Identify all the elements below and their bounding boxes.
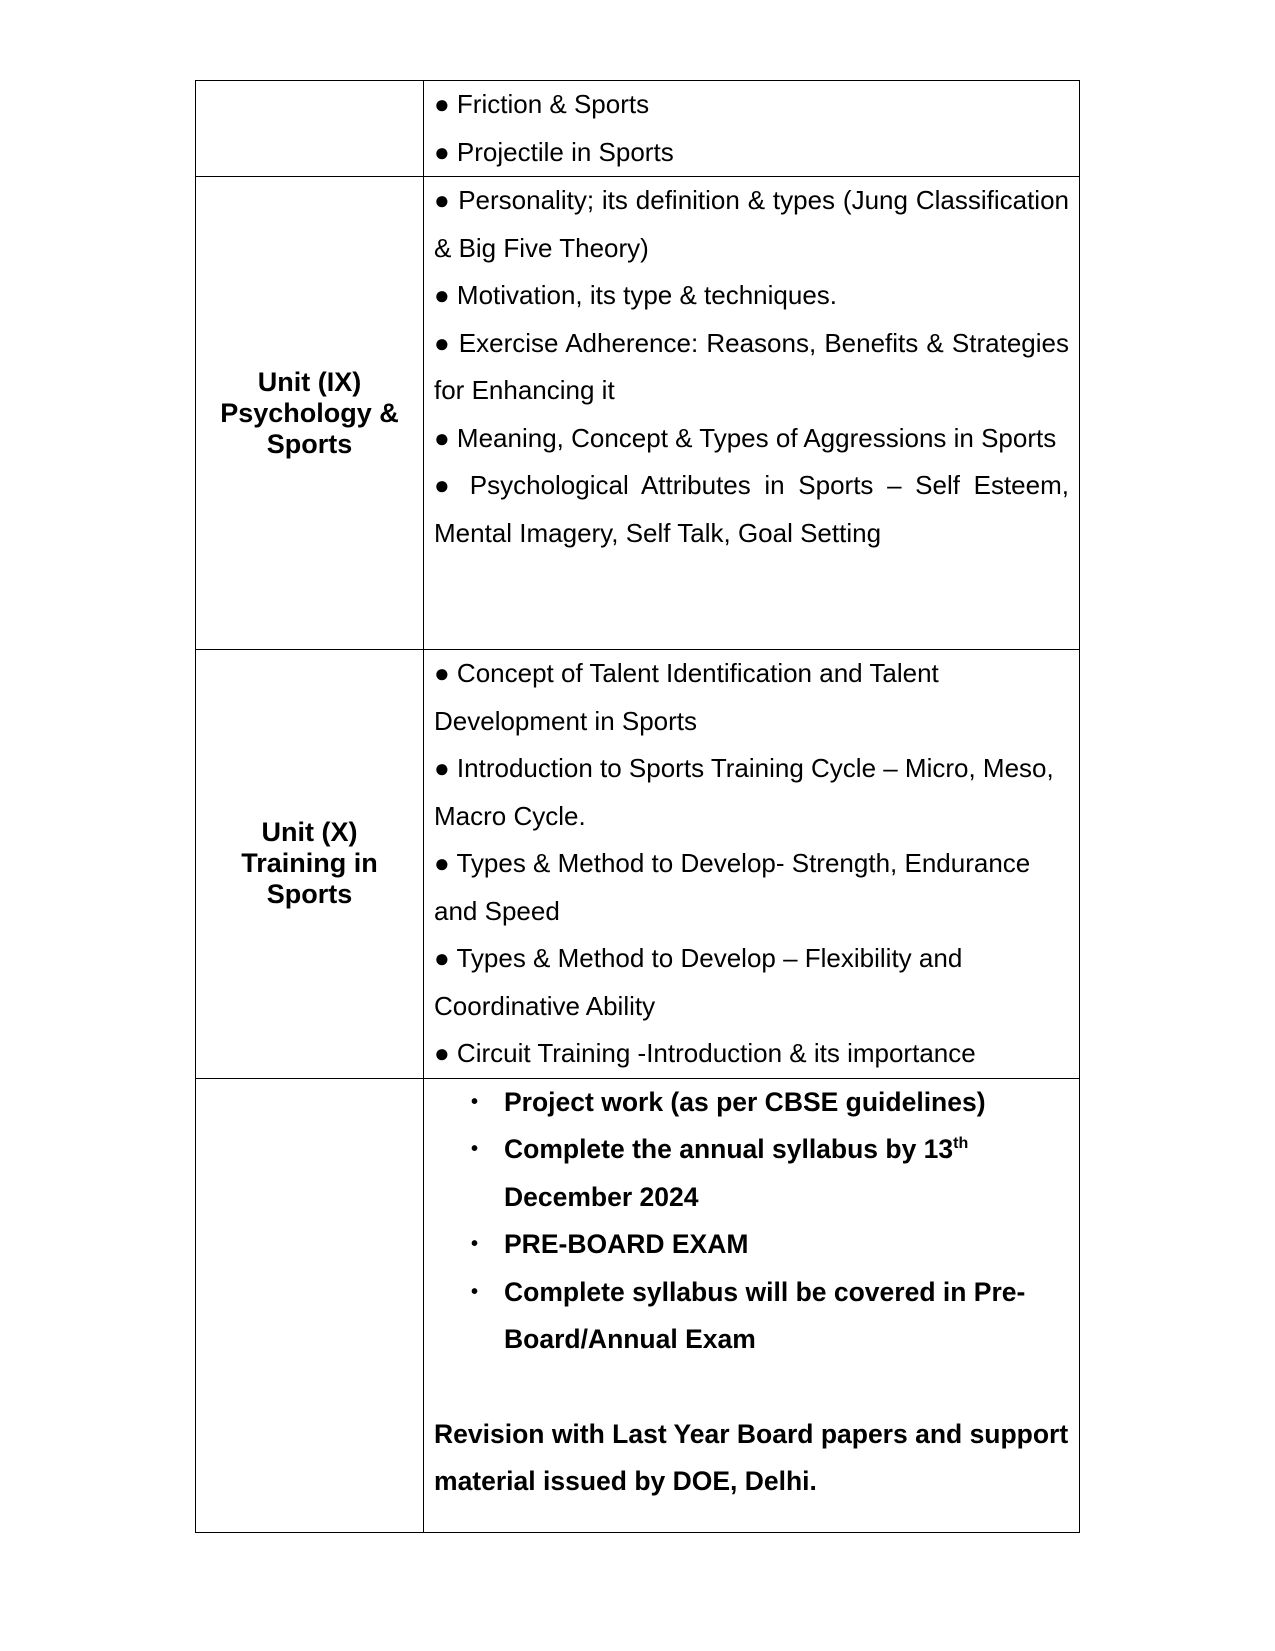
table-row xyxy=(196,81,1080,177)
list-item: ● Types & Method to Develop- Strength, Endurance and Speed xyxy=(434,848,1031,926)
coverage-text: Complete syllabus will be covered in Pre-Board/Annual Exam xyxy=(504,1276,1026,1354)
list-item: ● Friction & Sports xyxy=(434,89,650,119)
list-item xyxy=(434,1079,1069,1127)
table-row xyxy=(196,650,1080,1079)
unit-number: Unit (X) xyxy=(261,817,358,848)
unit-title-line: Sports xyxy=(266,879,353,910)
unit-title-line: Training in xyxy=(241,848,378,879)
list-item: ● Concept of Talent Identification and Talent Development in Sports xyxy=(434,658,939,736)
content-cell xyxy=(424,81,1080,177)
unit-cell-empty xyxy=(196,81,424,177)
list-item: ● Motivation, its type & techniques. xyxy=(434,280,838,310)
unit-number: Unit (IX) xyxy=(257,366,362,397)
unit-cell-empty xyxy=(196,1078,424,1533)
list-item: ● Meaning, Concept & Types of Aggressions in Sports xyxy=(434,422,1057,453)
bullet-icon: • xyxy=(471,1090,479,1113)
list-item: ● Projectile in Sports xyxy=(434,136,674,167)
content-cell xyxy=(424,177,1080,650)
bold-list xyxy=(434,1079,1069,1364)
list-item: ● Exercise Adherence: Reasons, Benefits & Strategies for Enhancing it xyxy=(434,327,1069,405)
bullet-icon: • xyxy=(471,1233,479,1255)
list-item xyxy=(434,1126,1069,1221)
project-work-text: Project work (as per CBSE guidelines) xyxy=(504,1086,986,1117)
table-row xyxy=(196,1078,1080,1533)
list-item: ● Introduction to Sports Training Cycle – Micro, Meso, Macro Cycle. xyxy=(434,753,1054,831)
list-item: ● Types & Method to Develop – Flexibility and Coordinative Ability xyxy=(434,943,963,1021)
deadline-text: December 2024 xyxy=(504,1181,699,1212)
list-item xyxy=(434,1221,1069,1269)
unit-title-line: Psychology & xyxy=(220,397,399,428)
unit-cell-training xyxy=(196,650,424,1079)
revision-note: Revision with Last Year Board papers and support material issued by DOE, Delhi. xyxy=(434,1418,1069,1496)
preboard-text: PRE-BOARD EXAM xyxy=(504,1229,749,1259)
complete-syllabus-text: Complete the annual syllabus by 13 xyxy=(504,1134,954,1164)
list-item: ● Personality; its definition & types (Jung Classification & Big Five Theory) xyxy=(434,185,1069,263)
list-item: ● Psychological Attributes in Sports – Self Esteem, Mental Imagery, Self Talk, Goal Setting xyxy=(434,470,1069,548)
bullet-icon: • xyxy=(471,1138,479,1160)
syllabus-table xyxy=(195,80,1080,1533)
content-cell xyxy=(424,650,1080,1079)
ordinal-suffix: th xyxy=(953,1135,969,1153)
list-item xyxy=(434,1269,1069,1364)
table-row xyxy=(196,177,1080,650)
bullet-icon: • xyxy=(471,1280,479,1303)
unit-title-line: Sports xyxy=(266,428,353,459)
unit-cell-psychology xyxy=(196,177,424,650)
list-item: ● Circuit Training -Introduction & its importance xyxy=(434,1038,976,1068)
content-cell xyxy=(424,1078,1080,1533)
